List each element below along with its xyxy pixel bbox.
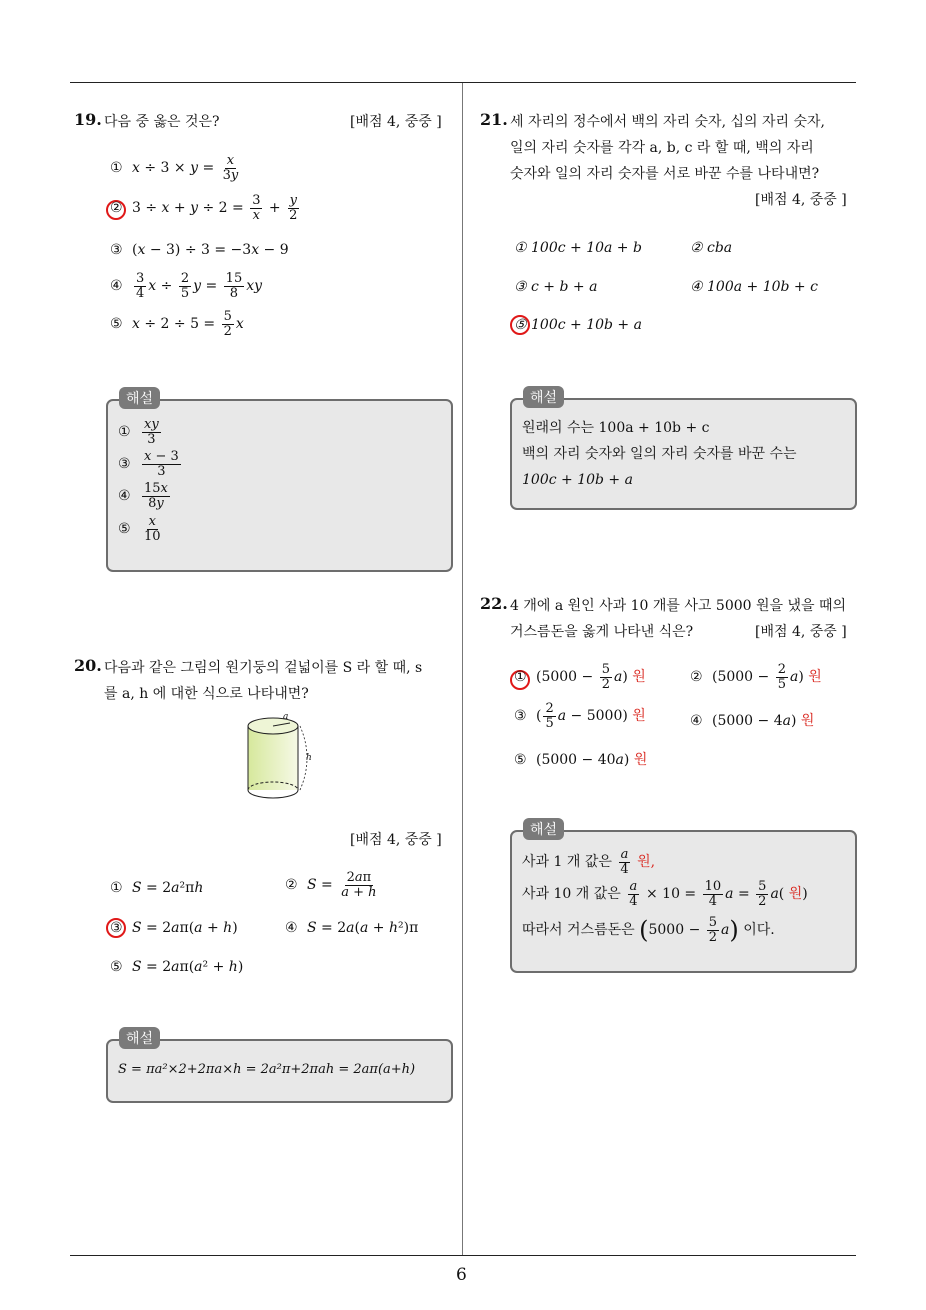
q20-option-5[interactable]: ⑤ S = 2aπ(a² + h) xyxy=(110,959,244,975)
q19-score: [배점 4, 중중 ] xyxy=(350,114,442,130)
option-marker: ③ xyxy=(118,456,131,473)
sol-text: 이다. xyxy=(743,922,775,939)
unit-won: 원 xyxy=(800,713,815,729)
q21-option-2[interactable]: ② cba xyxy=(690,240,733,256)
q20-question-line2: 를 a, h 에 대한 식으로 나타내면? xyxy=(104,686,309,702)
option-marker: ④ xyxy=(110,278,123,295)
option-marker: ⑤ xyxy=(514,752,527,768)
unit-won: 원 xyxy=(632,708,646,725)
q20-option-4[interactable]: ④ S = 2a(a + h²)π xyxy=(285,920,419,936)
q19-option-2[interactable]: ② 3 ÷ x + y ÷ 2 = $\frac{3}{x}$ + $\frac{y}{2}$ xyxy=(110,193,298,223)
q19-solution-tag: 해설 xyxy=(119,387,160,409)
option-marker: ① xyxy=(514,669,527,686)
q20-option-3[interactable]: ③ S = 2aπ(a + h) xyxy=(110,920,238,936)
q20-solution-text: S = πa²×2+2πa×h = 2a²π+2πah = 2aπ(a+h) xyxy=(118,1062,416,1077)
unit-won: 원 xyxy=(633,752,648,768)
unit-won: 원 xyxy=(788,886,803,903)
cylinder-label-h: h xyxy=(306,753,312,763)
q20-option-2[interactable]: ② S = $\frac{2a\pi}{a + h}$ xyxy=(285,870,377,900)
q22-solution-line3: 따라서 거스름돈은 (5000 − $\frac{5}{2}$ a) 이다. xyxy=(522,915,775,945)
q21-question-line3: 숫자와 일의 자리 숫자를 서로 바꾼 수를 나타내면? xyxy=(510,166,820,182)
q22-option-3[interactable]: ③ ( $\frac{2}{5}$ a − 5000) 원 xyxy=(514,701,646,731)
unit-won: 원 xyxy=(637,854,651,871)
q20-number: 20. xyxy=(74,656,102,675)
option-marker: ⑤ xyxy=(110,316,123,333)
unit-won: 원 xyxy=(632,669,646,686)
q22-solution-line2: 사과 10 개 값은 $\frac{a}{4}$ × 10 = $\frac{10}{4}$ a = $\frac{5}{2}$ a( 원) xyxy=(522,879,808,909)
option-marker: ⑤ xyxy=(118,521,131,538)
bottom-rule xyxy=(70,1255,856,1256)
option-marker: ③ xyxy=(514,708,527,725)
q22-solution-line1: 사과 1 개 값은 $\frac{a}{4}$ 원, xyxy=(522,847,656,877)
cylinder-label-a: a xyxy=(283,712,289,722)
q21-score: [배점 4, 중중 ] xyxy=(755,192,847,208)
q22-question-line2: 거스름돈을 옳게 나타낸 식은? xyxy=(510,624,694,640)
q21-option-3[interactable]: ③ c + b + a xyxy=(514,279,598,295)
option-marker: ② xyxy=(285,877,298,894)
q19-sol-4: ④ $\frac{15x}{8y}$ xyxy=(118,481,168,511)
q19-option-3[interactable]: ③ (x − 3) ÷ 3 = −3x − 9 xyxy=(110,242,289,258)
q21-solution-line3: 100c + 10b + a xyxy=(522,472,633,488)
q19-sol-1: ① $\frac{xy}{3}$ xyxy=(118,417,159,447)
q21-number: 21. xyxy=(480,110,508,129)
q20-solution-tag: 해설 xyxy=(119,1027,160,1049)
q21-question-line1: 세 자리의 정수에서 백의 자리 숫자, 십의 자리 숫자, xyxy=(510,114,825,130)
q21-solution-line2: 백의 자리 숫자와 일의 자리 숫자를 바꾼 수는 xyxy=(522,446,797,462)
option-marker: ⑤ xyxy=(110,959,123,975)
column-divider xyxy=(462,83,463,1256)
q22-solution-tag: 해설 xyxy=(523,818,564,840)
unit-won: 원 xyxy=(808,669,822,686)
q19-option-1[interactable]: ① x ÷ 3 × y = $\frac{x}{3y}$ xyxy=(110,153,239,183)
q22-option-2[interactable]: ② (5000 − $\frac{2}{5}$ a) 원 xyxy=(690,662,822,692)
q21-option-1[interactable]: ① 100c + 10a + b xyxy=(514,240,642,256)
q20-score: [배점 4, 중중 ] xyxy=(350,832,442,848)
q21-solution-tag: 해설 xyxy=(523,386,564,408)
sol-text: 사과 10 개 값은 xyxy=(522,886,621,903)
q20-question-line1: 다음과 같은 그림의 원기둥의 겉넓이를 S 라 할 때, s xyxy=(104,660,423,676)
option-marker: ④ xyxy=(690,713,703,729)
q21-option-5[interactable]: ⑤ 100c + 10b + a xyxy=(514,317,642,333)
top-rule xyxy=(70,82,856,83)
q22-number: 22. xyxy=(480,594,508,613)
q22-score: [배점 4, 중중 ] xyxy=(755,624,847,640)
q22-option-4[interactable]: ④ (5000 − 4a) 원 xyxy=(690,713,815,729)
q19-sol-3: ③ $\frac{x - 3}{3}$ xyxy=(118,449,179,479)
option-marker: ② xyxy=(690,669,703,686)
sol-text: 따라서 거스름돈은 xyxy=(522,922,635,939)
option-marker: ④ xyxy=(118,488,131,505)
q20-option-1[interactable]: ① S = 2a²πh xyxy=(110,880,204,896)
q22-option-1[interactable]: ① (5000 − $\frac{5}{2}$ a) 원 xyxy=(514,662,646,692)
sol-text: 사과 1 개 값은 xyxy=(522,854,612,871)
option-marker: ③ xyxy=(110,242,123,258)
option-marker: ③ xyxy=(110,920,123,936)
option-marker: ④ xyxy=(285,920,298,936)
q21-solution-line1: 원래의 수는 100a + 10b + c xyxy=(522,420,710,436)
page-number: 6 xyxy=(456,1265,467,1285)
q19-sol-5: ⑤ $\frac{x}{10}$ xyxy=(118,514,161,544)
option-marker: ① xyxy=(118,424,131,441)
q19-option-4[interactable]: ④ $\frac{3}{4}$ x ÷ $\frac{2}{5}$ y = $\frac{15}{8}$ xy xyxy=(110,271,263,301)
q21-option-4[interactable]: ④ 100a + 10b + c xyxy=(690,279,818,295)
option-marker: ② xyxy=(110,200,123,217)
q19-question: 다음 중 옳은 것은? xyxy=(104,114,220,130)
q21-question-line2: 일의 자리 숫자를 각각 a, b, c 라 할 때, 백의 자리 xyxy=(510,140,814,156)
option-marker: ① xyxy=(110,880,123,896)
q19-number: 19. xyxy=(74,110,102,129)
q22-option-5[interactable]: ⑤ (5000 − 40a) 원 xyxy=(514,752,648,768)
q22-question-line1: 4 개에 a 원인 사과 10 개를 사고 5000 원을 냈을 때의 xyxy=(510,598,847,614)
q19-option-5[interactable]: ⑤ x ÷ 2 ÷ 5 = $\frac{5}{2}$ x xyxy=(110,309,244,339)
option-marker: ① xyxy=(110,160,123,177)
